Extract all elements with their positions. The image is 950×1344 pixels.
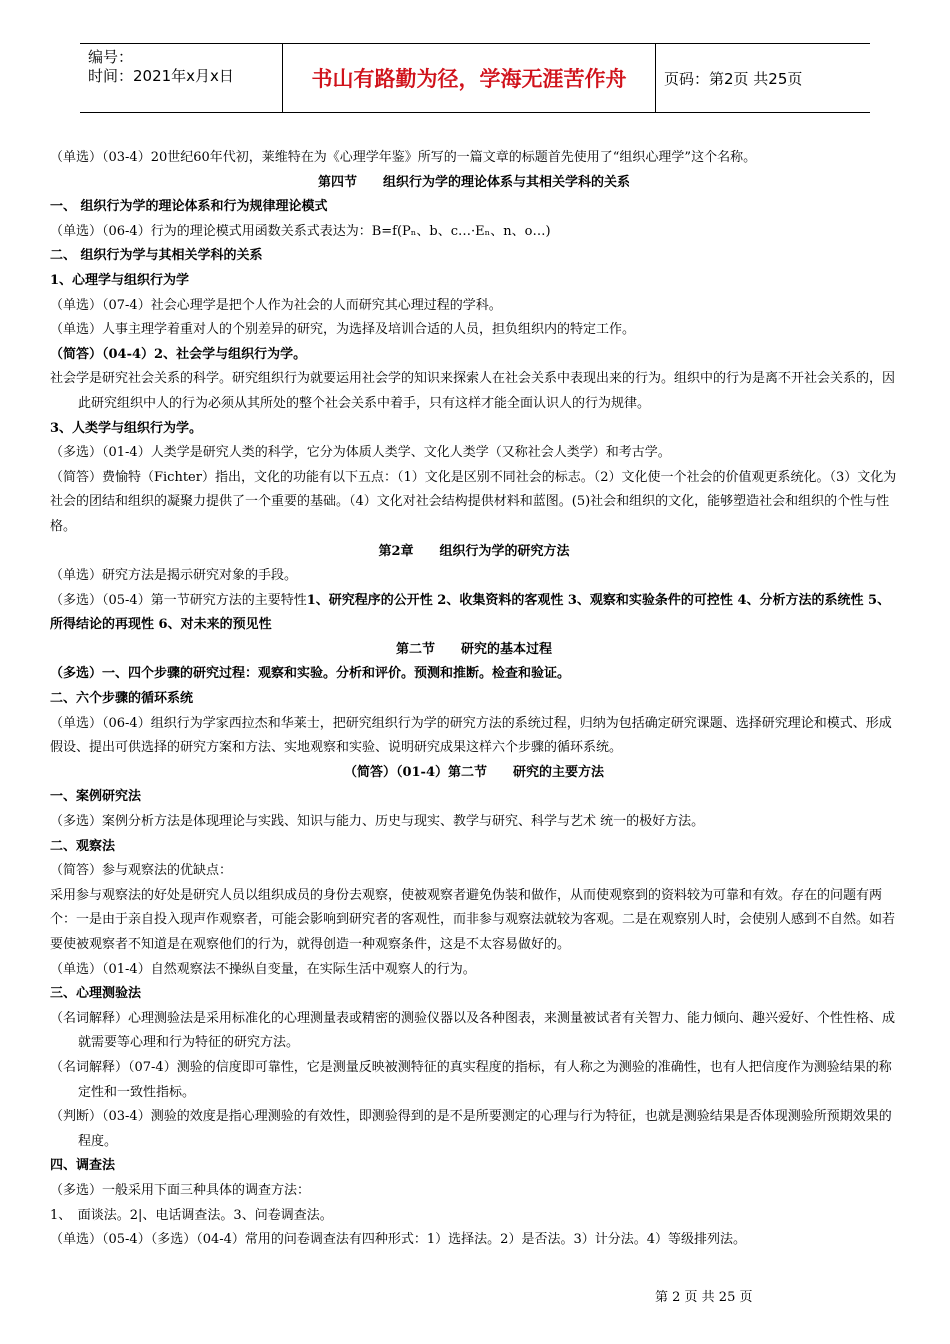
question-text: 第一节研究方法的主要特性 (150, 592, 307, 608)
question-tag: （多选）（05-4） (50, 592, 151, 608)
page-header (80, 43, 870, 113)
paragraph: （单选）（06-4）行为的理论模式用函数关系式表达为：B=f(Pₙ、b、c…·Eₙ、n、o…) (50, 223, 551, 239)
subsection-heading: 一、案例研究法 (50, 789, 142, 805)
section-heading: （简答）（01-4）第二节 研究的主要方法 (343, 764, 605, 780)
header-meta (80, 44, 282, 112)
paragraph: （多选）（01-4）人类学是研究人类的科学，它分为体质人类学、文化人类学（又称社会人类学）和考古学。 (50, 445, 671, 461)
paragraph: （单选）（05-4）（多选）（04-4）常用的问卷调查法有四种形式：1）选择法。2）是否法。3）计分法。4）等级排列法。 (50, 1232, 746, 1248)
section-heading: 第四节 组织行为学的理论体系与其相关学科的关系 (317, 174, 630, 190)
paragraph: （名词解释）（07-4）测验的信度即可靠性，它是测量反映被测特征的真实程度的指标，有人称之为测验的准确性，也有人把信度作为测验结果的称定性和一致性指标。 (50, 1059, 892, 1100)
paragraph: （多选）一般采用下面三种具体的调查方法： (50, 1182, 311, 1198)
paragraph (50, 589, 898, 638)
paragraph: （单选）（07-4）社会心理学是把个人作为社会的人而研究其心理过程的学科。 (50, 297, 502, 313)
subsection-heading: 一、 组织行为学的理论体系和行为规律理论模式 (50, 199, 328, 215)
subsection-heading: 二、六个步骤的循环系统 (50, 691, 194, 707)
paragraph: 社会学是研究社会关系的科学。研究组织行为就要运用社会学的知识来探索人在社会关系中表现出来的行为。组织中的行为是离不开社会关系的，因此研究组织中人的行为必须从其所处的整个社会关系中着手，只有这样才能全面认识人的行为规律。 (50, 371, 896, 411)
page-footer: 第 2 页 共 25 页 (655, 1290, 753, 1305)
paragraph: （简答）费愉特（Fichter）指出，文化的功能有以下五点：（1）文化是区别不同社会的标志。（2）文化使一个社会的价值观更系统化。（3）文化为社会的团结和组织的凝聚力提供了一个重要的基础。（4）文化对社会结构提供材料和蓝图。(5)社会和组织的文化，能够塑造社会和组织的个性与性格。 (50, 469, 897, 534)
paragraph: （简答）参与观察法的优缺点： (50, 863, 233, 879)
subsection-heading: 三、心理测验法 (50, 986, 142, 1002)
header-motto: 书山有路勤为径，学海无涯苦作舟 (282, 44, 656, 112)
chapter-heading: 第2章 组织行为学的研究方法 (378, 543, 570, 559)
paragraph: （多选）一、四个步骤的研究过程：观察和实验。分析和评价。预测和推断。检查和验证。 (50, 666, 571, 682)
paragraph: （单选）研究方法是揭示研究对象的手段。 (50, 568, 298, 584)
header-time: 时间：2021年x月x日 (88, 67, 234, 85)
paragraph: （单选）（03-4）20世纪60年代初，莱维特在为《心理学年鉴》所写的一篇文章的标题首先使用了“组织心理学”这个名称。 (50, 150, 757, 165)
section-heading: 第二节 研究的基本过程 (395, 641, 552, 657)
subsection-heading: 3、人类学与组织行为学。 (50, 420, 203, 436)
paragraph: 采用参与观察法的好处是研究人员以组织成员的身份去观察，使被观察者避免伪装和做作，从而使观察到的资料较为可靠和有效。存在的问题有两个：一是由于亲自投入现声作观察者，可能会影响到研究者的客观性，而非参与观察法就较为客观。二是在观察别人时，会使别人感到不自然。如若要使被观察者不知道是在观察他们的行为，就得创造一种观察条件，这是不太容易做好的。 (50, 887, 896, 952)
paragraph: 1、 面谈法。2|、电话调查法。3、问卷调查法。 (50, 1207, 333, 1223)
paragraph: （判断）（03-4）测验的效度是指心理测验的有效性，即测验得到的是不是所要测定的心理与行为特征，也就是测验结果是否体现测验所预期效果的程度。 (50, 1109, 892, 1149)
header-page-number: 页码：第2页 共25页 (664, 69, 803, 88)
paragraph: （多选）案例分析方法是体现理论与实践、知识与能力、历史与现实、教学与研究、科学与艺术 统一的极好方法。 (50, 814, 705, 830)
subsection-heading: （简答）（04-4）2、社会学与组织行为学。 (50, 346, 307, 362)
subsection-heading: 四、调查法 (50, 1158, 116, 1174)
subsection-heading: 1、心理学与组织行为学 (50, 272, 190, 288)
question-answer: 1、研究程序的公开性 2、收集资料的客观性 3、观察和实验条件的可控性 4、分析方法的系统性 5、所得结论的再现性 6、对未来的预见性 (50, 592, 891, 633)
subsection-heading: 二、 组织行为学与其相关学科的关系 (50, 248, 263, 264)
subsection-heading: 二、观察法 (50, 838, 116, 854)
header-number: 编号： (88, 48, 134, 66)
paragraph: （名词解释）心理测验法是采用标准化的心理测量表或精密的测验仪器以及各种图表，来测量被试者有关智力、能力倾向、趣兴爱好、个性性格、成就需要等心理和行为特征的研究方法。 (50, 1010, 896, 1051)
document-body (50, 146, 898, 1253)
paragraph: （单选）（01-4）自然观察法不操纵自变量，在实际生活中观察人的行为。 (50, 961, 476, 977)
paragraph: （单选）人事主理学着重对人的个别差异的研究，为选择及培训合适的人员，担负组织内的特定工作。 (50, 322, 636, 338)
paragraph: （单选）（06-4）组织行为学家西拉杰和华莱士，把研究组织行为学的研究方法的系统过程，归纳为包括确定研究课题、选择研究理论和模式、形成假设、提出可供选择的研究方案和方法、实地观察和实验、说明研究成果这样六个步骤的循环系统。 (50, 715, 892, 756)
